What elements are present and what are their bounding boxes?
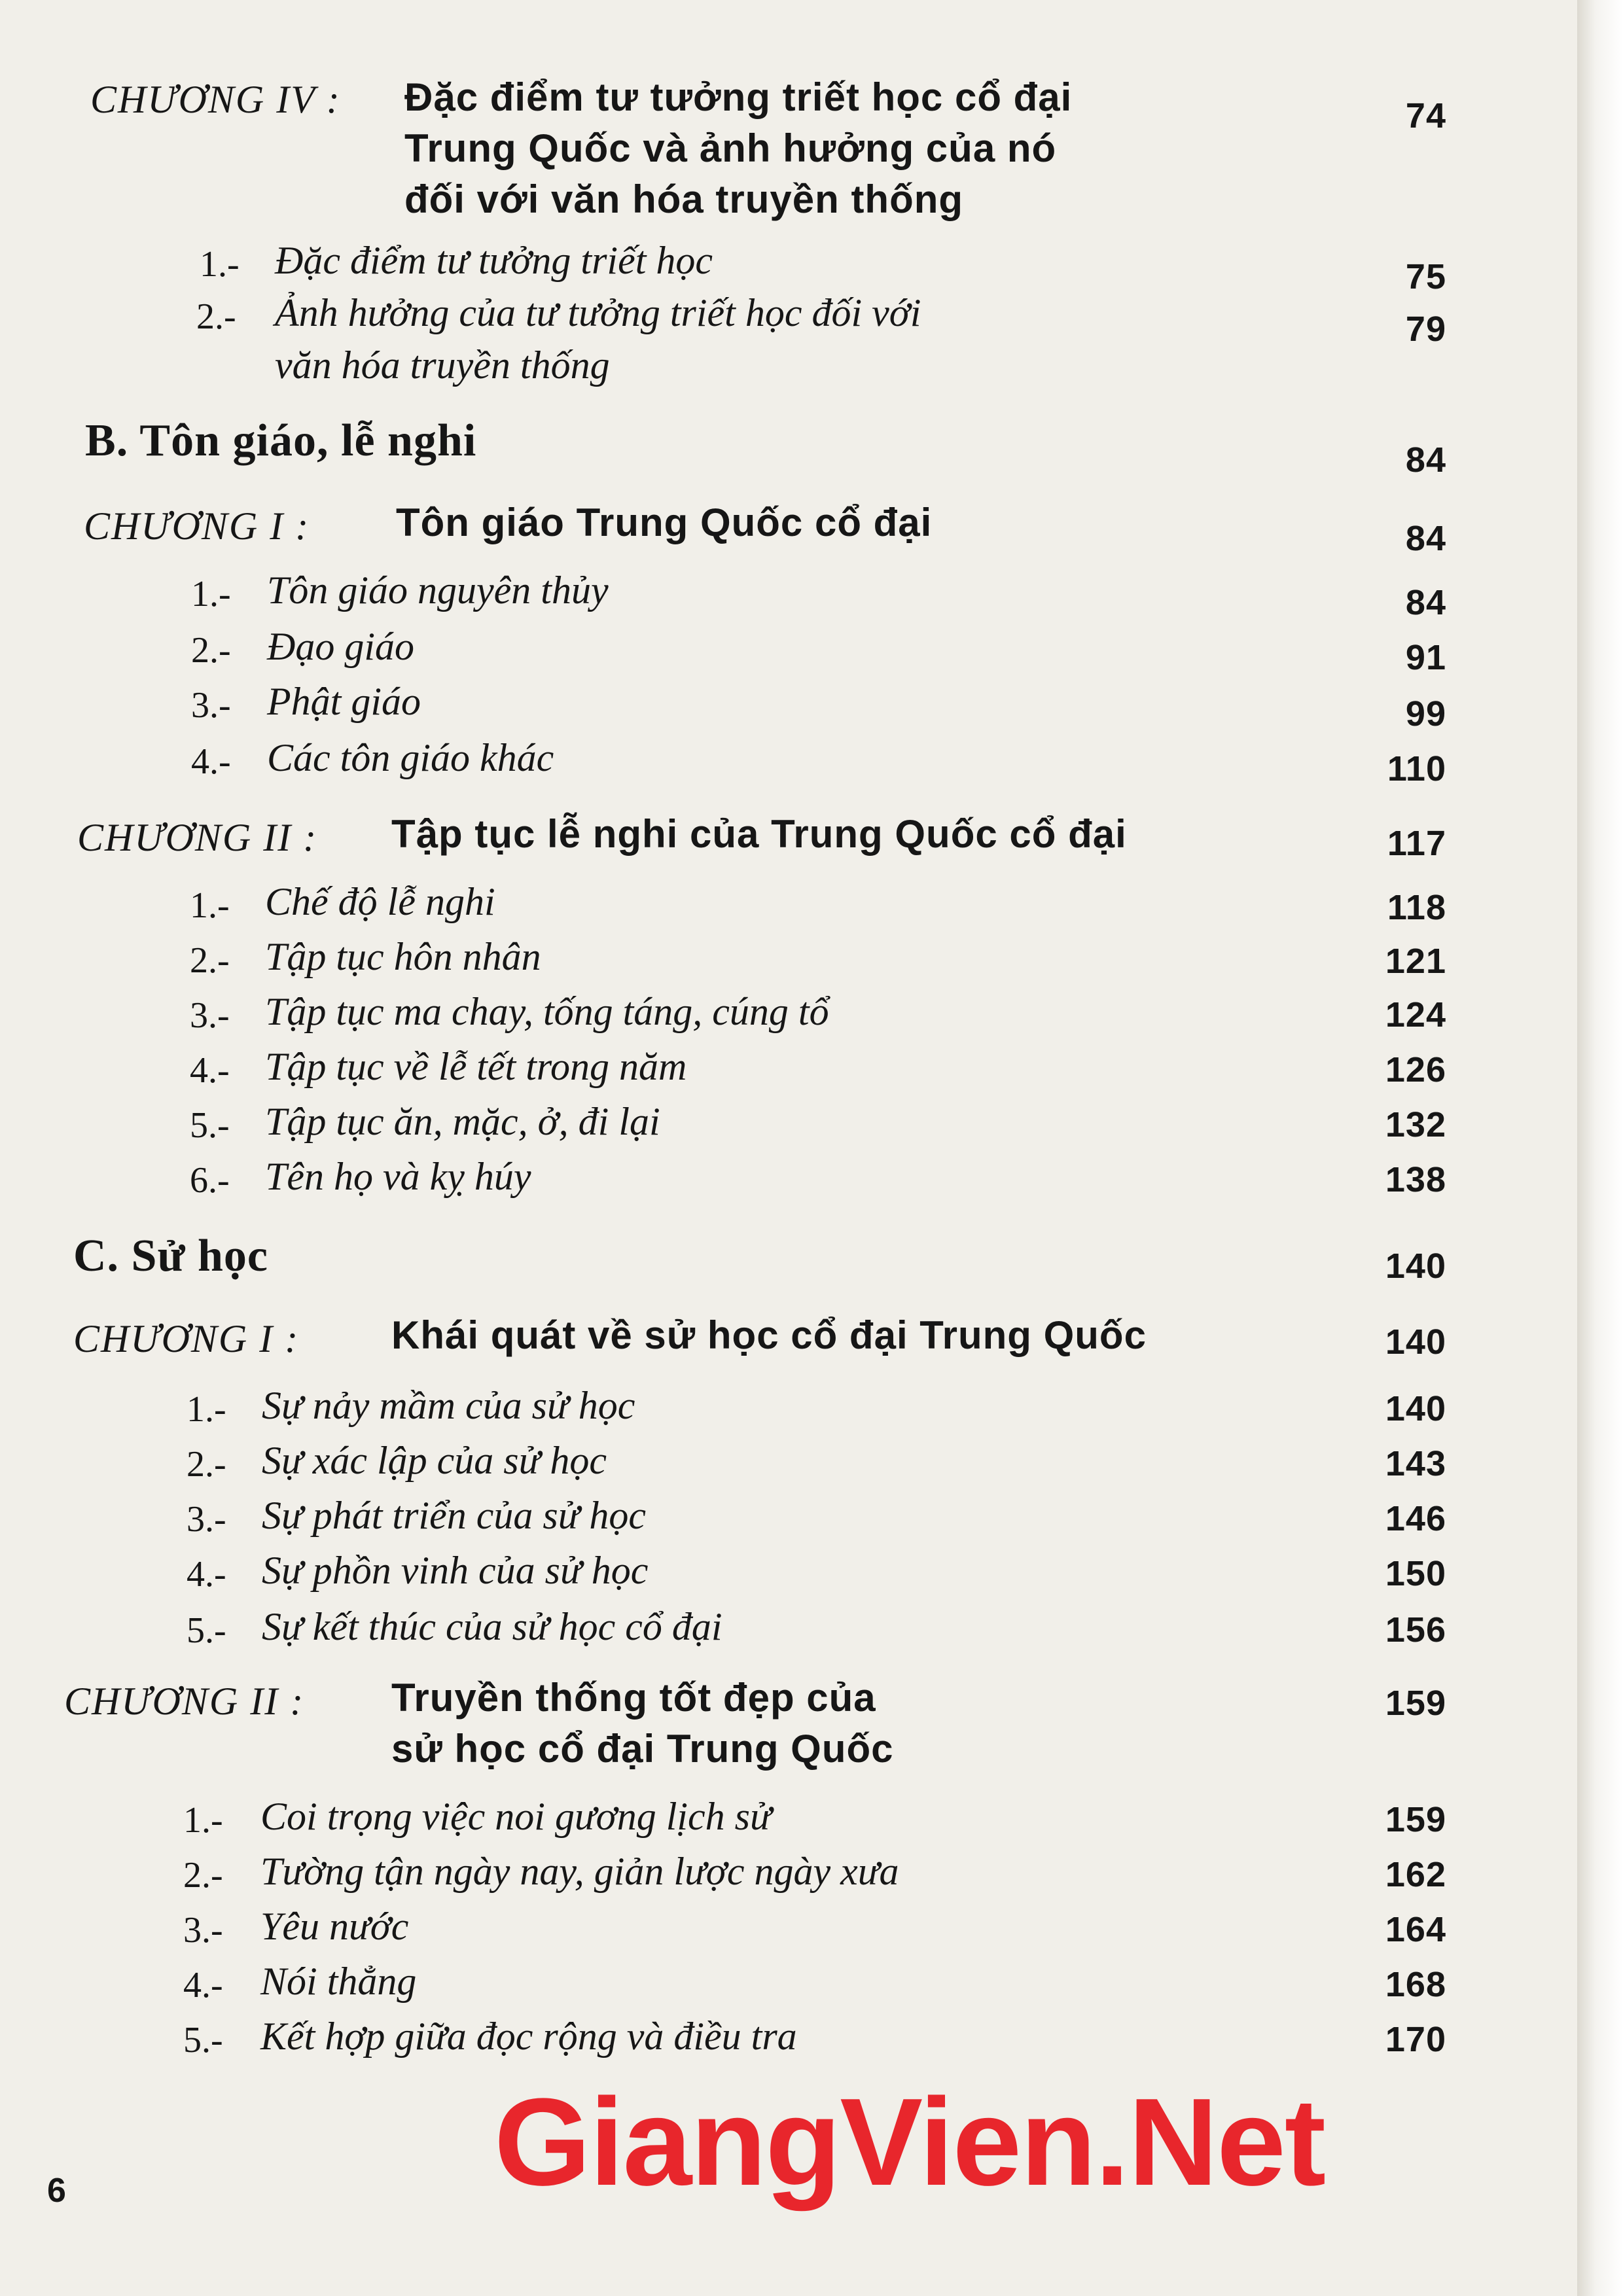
section-title: C. Sử học bbox=[73, 1231, 268, 1281]
chapter-title-line: sử học cổ đại Trung Quốc bbox=[391, 1727, 894, 1771]
item-title: Chế độ lễ nghi bbox=[265, 880, 495, 923]
page-ref: 79 bbox=[1405, 309, 1446, 349]
item-title-line: Ảnh hưởng của tư tưởng triết học đối với bbox=[275, 291, 921, 334]
item-number: 4.- bbox=[191, 741, 231, 782]
item-title: Kết hợp giữa đọc rộng và điều tra bbox=[260, 2015, 797, 2058]
chapter-label: CHƯƠNG IV : bbox=[90, 78, 341, 121]
page-ref: 159 bbox=[1385, 1684, 1446, 1723]
item-number: 5.- bbox=[183, 2020, 223, 2060]
item-number: 3.- bbox=[183, 1910, 223, 1951]
item-title: Nói thẳng bbox=[260, 1960, 417, 2003]
item-number: 5.- bbox=[190, 1105, 230, 1146]
page-ref: 140 bbox=[1385, 1246, 1446, 1286]
item-number: 4.- bbox=[190, 1050, 230, 1091]
item-title: Sự xác lập của sử học bbox=[262, 1439, 607, 1482]
item-title: Tên họ và kỵ húy bbox=[265, 1155, 531, 1198]
chapter-title: Khái quát về sử học cổ đại Trung Quốc bbox=[391, 1313, 1147, 1357]
chapter-label: CHƯƠNG II : bbox=[64, 1680, 305, 1723]
item-title: Phật giáo bbox=[267, 680, 421, 723]
page-ref: 168 bbox=[1385, 1965, 1446, 2004]
page-ref: 74 bbox=[1405, 96, 1446, 135]
item-title: Sự nảy mầm của sử học bbox=[262, 1384, 635, 1427]
item-title bbox=[275, 287, 921, 391]
page-ref: 156 bbox=[1385, 1610, 1446, 1650]
item-title: Tập tục về lễ tết trong năm bbox=[265, 1045, 687, 1088]
item-title: Các tôn giáo khác bbox=[267, 736, 554, 779]
chapter-title bbox=[391, 1672, 894, 1775]
item-title: Tôn giáo nguyên thủy bbox=[267, 569, 609, 612]
page-ref: 143 bbox=[1385, 1444, 1446, 1483]
item-title: Sự kết thúc của sử học cổ đại bbox=[262, 1605, 722, 1648]
item-number: 2.- bbox=[187, 1444, 226, 1485]
page-ref: 117 bbox=[1387, 824, 1446, 863]
item-number: 3.- bbox=[190, 995, 230, 1036]
page-ref: 84 bbox=[1405, 519, 1446, 558]
chapter-title-line: Trung Quốc và ảnh hưởng của nó bbox=[404, 126, 1057, 170]
item-number: 1.- bbox=[190, 885, 230, 926]
item-number: 3.- bbox=[187, 1499, 226, 1540]
chapter-title bbox=[404, 72, 1072, 225]
chapter-title: Tôn giáo Trung Quốc cổ đại bbox=[396, 501, 933, 544]
chapter-label: CHƯƠNG II : bbox=[77, 816, 318, 859]
item-title: Đặc điểm tư tưởng triết học bbox=[275, 239, 713, 282]
chapter-label: CHƯƠNG I : bbox=[84, 504, 310, 548]
page-ref: 118 bbox=[1387, 888, 1446, 927]
page-ref: 84 bbox=[1405, 440, 1446, 480]
page-ref: 84 bbox=[1405, 583, 1446, 622]
item-number: 6.- bbox=[190, 1160, 230, 1201]
item-number: 2.- bbox=[183, 1855, 223, 1896]
item-number: 5.- bbox=[187, 1610, 226, 1651]
item-title: Yêu nước bbox=[260, 1905, 409, 1948]
item-number: 1.- bbox=[183, 1800, 223, 1841]
item-number: 1.- bbox=[200, 244, 240, 285]
page-ref: 75 bbox=[1405, 257, 1446, 296]
page-ref: 162 bbox=[1385, 1855, 1446, 1894]
page-ref: 138 bbox=[1385, 1160, 1446, 1199]
page-number: 6 bbox=[47, 2172, 66, 2210]
section-title: B. Tôn giáo, lễ nghi bbox=[85, 415, 477, 466]
chapter-title-line: đối với văn hóa truyền thống bbox=[404, 177, 964, 221]
item-number: 2.- bbox=[191, 630, 231, 671]
chapter-title-line: Truyền thống tốt đẹp của bbox=[391, 1676, 876, 1720]
chapter-label: CHƯƠNG I : bbox=[73, 1317, 300, 1360]
page-ref: 126 bbox=[1385, 1050, 1446, 1089]
page-ref: 164 bbox=[1385, 1910, 1446, 1949]
page-ref: 159 bbox=[1385, 1800, 1446, 1839]
item-number: 4.- bbox=[187, 1554, 226, 1595]
item-number: 1.- bbox=[187, 1389, 226, 1430]
page-ref: 146 bbox=[1385, 1499, 1446, 1538]
item-title-line: văn hóa truyền thống bbox=[275, 344, 610, 387]
page-ref: 110 bbox=[1387, 749, 1446, 788]
item-number: 3.- bbox=[191, 685, 231, 726]
item-title: Tập tục ma chay, tống táng, cúng tổ bbox=[265, 990, 829, 1033]
item-title: Tập tục ăn, mặc, ở, đi lại bbox=[265, 1100, 660, 1143]
page-ref: 99 bbox=[1405, 694, 1446, 733]
item-title: Coi trọng việc noi gương lịch sử bbox=[260, 1795, 772, 1838]
item-title: Tập tục hôn nhân bbox=[265, 935, 541, 978]
item-title: Tường tận ngày nay, giản lược ngày xưa bbox=[260, 1850, 899, 1893]
item-number: 4.- bbox=[183, 1965, 223, 2005]
page-ref: 170 bbox=[1385, 2020, 1446, 2059]
page-edge bbox=[1577, 0, 1623, 2296]
item-number: 2.- bbox=[190, 940, 230, 981]
page-ref: 132 bbox=[1385, 1105, 1446, 1144]
page-ref: 150 bbox=[1385, 1554, 1446, 1593]
item-title: Sự phồn vinh của sử học bbox=[262, 1549, 649, 1592]
chapter-title-line: Đặc điểm tư tưởng triết học cổ đại bbox=[404, 75, 1073, 119]
page-ref: 140 bbox=[1385, 1322, 1446, 1362]
item-number: 2.- bbox=[196, 296, 236, 337]
item-title: Đạo giáo bbox=[267, 625, 414, 668]
page-ref: 140 bbox=[1385, 1389, 1446, 1428]
item-number: 1.- bbox=[191, 574, 231, 614]
watermark: GiangVien.Net bbox=[494, 2073, 1325, 2212]
item-title: Sự phát triển của sử học bbox=[262, 1494, 647, 1537]
page-ref: 124 bbox=[1385, 995, 1446, 1034]
chapter-title: Tập tục lễ nghi của Trung Quốc cổ đại bbox=[391, 812, 1127, 856]
page-ref: 121 bbox=[1385, 942, 1446, 981]
page-ref: 91 bbox=[1405, 638, 1446, 677]
